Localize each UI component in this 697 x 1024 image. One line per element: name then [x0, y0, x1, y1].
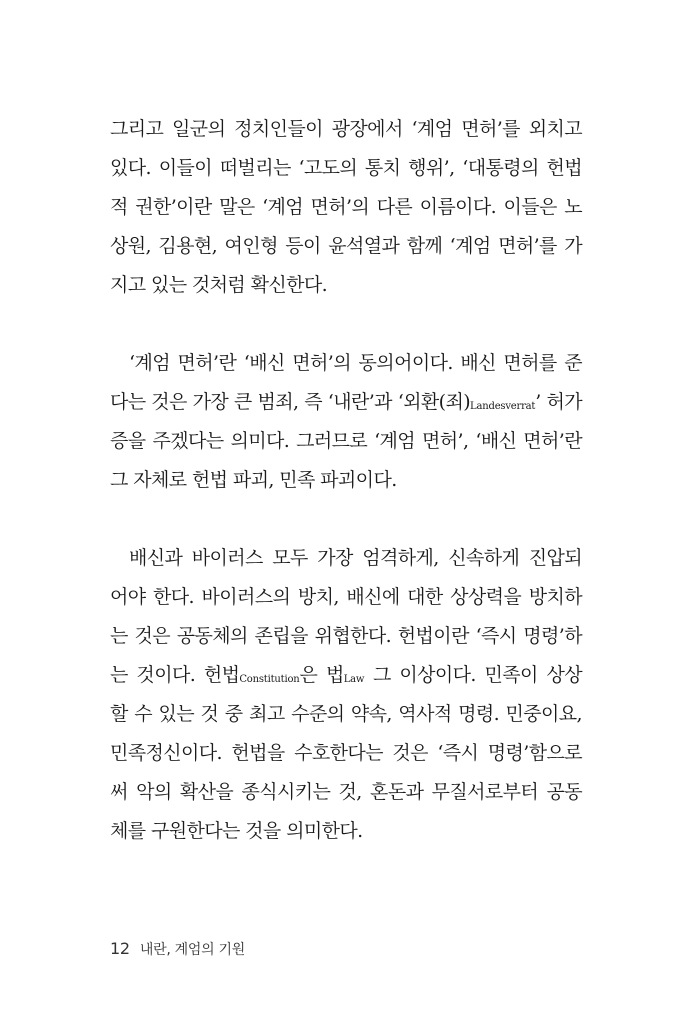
- text-line: 그 자체로 헌법 파괴, 민족 파괴이다.: [110, 469, 397, 491]
- text-line: 어야 한다. 바이러스의 방치, 배신에 대한 상상력을 방치하: [110, 586, 582, 608]
- text-line: 민족정신이다. 헌법을 수호한다는 것은 ‘즉시 명령’함으로: [110, 742, 582, 764]
- text-segment: 은 법: [299, 664, 344, 686]
- paragraph-2: [110, 344, 582, 500]
- page-number: 12: [110, 939, 130, 958]
- text-segment: 그 이상이다. 민족이 상상: [364, 664, 582, 686]
- text-line: [110, 656, 582, 695]
- text-line: 는 것은 공동체의 존립을 위협한다. 헌법이란 ‘즉시 명령’하: [110, 625, 582, 647]
- text-line: 그리고 일군의 정치인들이 광장에서 ‘계엄 면허’를 외치고: [110, 118, 582, 140]
- subscript-term: Law: [343, 674, 365, 685]
- text-segment: ’ 허가: [535, 391, 582, 413]
- running-title: 내란, 계엄의 기원: [139, 942, 245, 958]
- text-line: 배신과 바이러스 모두 가장 엄격하게, 신속하게 진압되: [129, 547, 582, 569]
- text-line: [110, 383, 582, 422]
- text-line: 있다. 이들이 떠벌리는 ‘고도의 통치 행위’, ‘대통령의 헌법: [110, 157, 582, 179]
- text-line: 써 악의 확산을 종식시키는 것, 혼돈과 무질서로부터 공동: [110, 781, 582, 803]
- text-line: 적 권한’이란 말은 ‘계엄 면허’의 다른 이름이다. 이들은 노: [110, 196, 582, 218]
- text-segment: 다는 것은 가장 큰 범죄, 즉 ‘내란’과 ‘외환(죄): [110, 391, 471, 413]
- text-line: 지고 있는 것처럼 확신한다.: [110, 274, 328, 296]
- subscript-term: Landesverrat: [470, 401, 536, 412]
- text-segment: 는 것이다. 헌법: [110, 664, 240, 686]
- paragraph-1: [110, 110, 582, 305]
- paragraph-3: [110, 539, 582, 851]
- text-line: 체를 구원한다는 것을 의미한다.: [110, 820, 363, 842]
- text-line: 할 수 있는 것 중 최고 수준의 약속, 역사적 명령. 민중이요,: [110, 703, 582, 725]
- text-line: 상원, 김용현, 여인형 등이 윤석열과 함께 ‘계엄 면허’를 가: [110, 235, 582, 257]
- page-footer: [110, 939, 245, 959]
- text-line: ‘계엄 면허’란 ‘배신 면허’의 동의어이다. 배신 면허를 준: [129, 352, 582, 374]
- subscript-term: Constitution: [239, 674, 300, 685]
- text-line: 증을 주겠다는 의미다. 그러므로 ‘계엄 면허’, ‘배신 면허’란: [110, 430, 582, 452]
- body-text: [110, 110, 582, 890]
